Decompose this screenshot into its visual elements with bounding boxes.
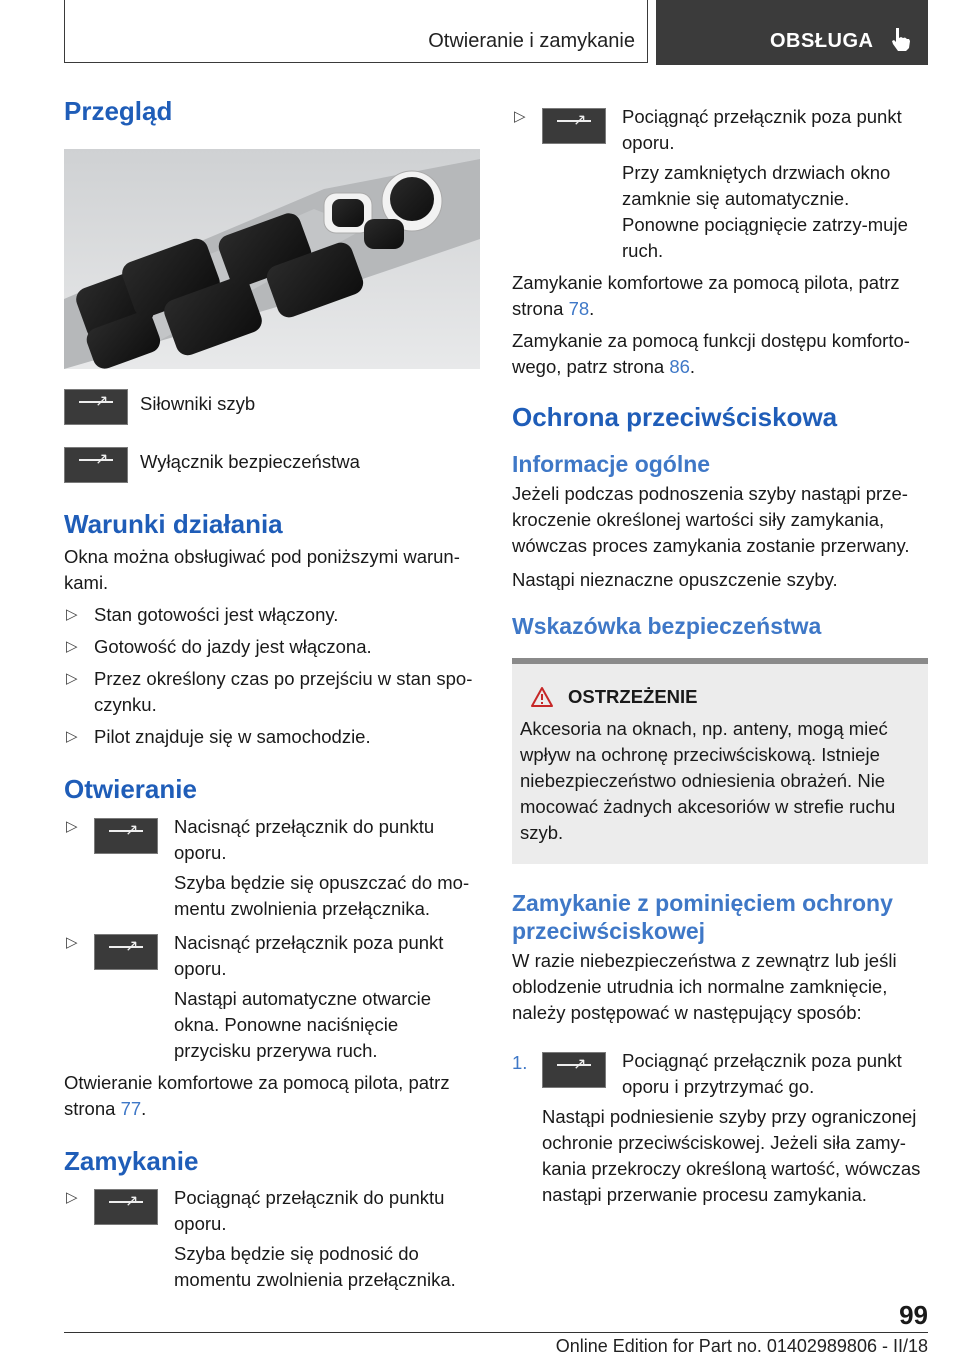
step-text: ▷ Pociągnąć przełącznik poza punkt oporu. bbox=[622, 106, 902, 153]
opening-heading: Otwieranie bbox=[64, 774, 197, 805]
override-heading: Zamykanie z pominięciem ochrony przeciwściskowej bbox=[512, 890, 893, 944]
opening-remote-note: Otwieranie komfortowe za pomocą pilota, patrz strona 77. bbox=[64, 1071, 450, 1119]
window-lifter-icon bbox=[64, 389, 128, 425]
closing-steps bbox=[64, 1185, 480, 1293]
warning-box bbox=[512, 658, 928, 864]
step-text: ▷ Nacisnąć przełącznik do punktu oporu. bbox=[174, 815, 435, 863]
list-item bbox=[64, 1185, 480, 1293]
list-item: ▷ Pilot znajduje się w samochodzie. bbox=[64, 724, 480, 750]
pinch-protection-heading: Ochrona przeciwściskowa bbox=[512, 402, 838, 432]
page-number: 99 bbox=[899, 1300, 928, 1330]
overview-heading: Przegląd bbox=[64, 96, 173, 126]
general-info-heading: Informacje ogólne bbox=[512, 451, 711, 478]
step-text: ▷ Pociągnąć przełącznik do punktu oporu. bbox=[174, 1186, 445, 1234]
override-intro: W razie niebezpieczeństwa z zewnątrz lub jeśli oblodzenie utrudnia ich normalne zamknięcie, należy postępować w następujący sposób: bbox=[512, 949, 897, 1023]
safety-heading: Wskazówka bezpieczeństwa bbox=[512, 612, 822, 639]
list-item: ▷ Przez określony czas po przejściu w stan spo-czynku. bbox=[64, 666, 480, 718]
window-lifter-icon bbox=[542, 108, 606, 144]
page-link[interactable]: 77 bbox=[120, 1097, 142, 1119]
warning-title: OSTRZEŻENIE bbox=[568, 686, 698, 708]
step-detail: Szyba będzie się podnosić do momentu zwolnienia przełącznika. bbox=[174, 1242, 456, 1290]
step-text: Pociągnąć przełącznik poza punkt oporu i przytrzymać go. bbox=[622, 1049, 902, 1097]
step-detail: Nastąpi automatyczne otwarcie okna. Ponowne naciśnięcie przycisku przerywa ruch. bbox=[174, 987, 432, 1061]
legend-safety-switch bbox=[64, 447, 480, 483]
window-lifter-icon bbox=[94, 1189, 158, 1225]
safety-switch-icon bbox=[64, 447, 128, 483]
footer-rule bbox=[64, 1332, 928, 1333]
closing-comfort-note: Zamykanie za pomocą funkcji dostępu komforto-wego, patrz strona 86. bbox=[512, 330, 910, 377]
legend-window-lifter bbox=[64, 389, 480, 425]
section-tab bbox=[64, 0, 648, 63]
conditions-list bbox=[64, 602, 480, 750]
closing-remote-note: Zamykanie komfortowe za pomocą pilota, patrz strona 78. bbox=[512, 272, 900, 319]
closing-heading: Zamykanie bbox=[64, 1145, 199, 1176]
list-item: ▷ Gotowość do jazdy jest włączona. bbox=[64, 634, 480, 660]
opening-steps bbox=[64, 814, 480, 1064]
general-info-text: Jeżeli podczas podnoszenia szyby nastąpi prze-kroczenie określonej wartości siły zamykania, wówczas proces zamykania zostanie przerwany. bbox=[512, 482, 910, 556]
list-item bbox=[64, 814, 480, 922]
override-steps bbox=[512, 1048, 928, 1208]
legend-label: Siłowniki szyb bbox=[140, 393, 256, 415]
conditions-intro: Okna można obsługiwać pod poniższymi warun-kami. bbox=[64, 546, 460, 594]
legend-label: Wyłącznik bezpieczeństwa bbox=[140, 451, 360, 473]
chapter-title: OBSŁUGA bbox=[770, 30, 874, 52]
chapter-tab bbox=[656, 0, 928, 65]
right-column bbox=[512, 104, 928, 1208]
step-detail: Przy zamkniętych drzwiach okno zamknie się automatycznie. Ponowne pociągnięcie zatrzy-muje ruch. bbox=[622, 162, 908, 261]
list-item bbox=[512, 1048, 928, 1208]
page-header bbox=[64, 0, 928, 65]
hand-pointer-icon bbox=[890, 26, 912, 52]
warning-triangle-icon bbox=[530, 686, 554, 708]
left-column bbox=[64, 96, 480, 1293]
list-item bbox=[64, 930, 480, 1064]
list-item bbox=[512, 104, 928, 264]
page-link[interactable]: 78 bbox=[568, 298, 590, 319]
closing-steps-continued bbox=[512, 104, 928, 264]
conditions-heading: Warunki działania bbox=[64, 509, 283, 540]
edition-text: Online Edition for Part no. 01402989806 - II/18 bbox=[555, 1336, 928, 1356]
section-title: Otwieranie i zamykanie bbox=[428, 30, 635, 52]
window-lifter-icon bbox=[542, 1052, 606, 1088]
step-number: 1. bbox=[512, 1051, 528, 1073]
warning-text: Akcesoria na oknach, np. anteny, mogą mieć wpływ na ochronę przeciwściskową. Istnieje niebezpieczeństwo odniesienia obrażeń. Nie mocować żadnych akcesoriów w strefie ruchu szyb. bbox=[520, 718, 896, 844]
window-lifter-icon bbox=[94, 818, 158, 854]
list-item: ▷ Stan gotowości jest włączony. bbox=[64, 602, 480, 628]
step-detail: Nastąpi podniesienie szyby przy ograniczonej ochronie przeciwściskowej. Jeżeli siła zamy-kania przekroczy określoną wartość, wówczas nastąpi przerwanie procesu zamykania. bbox=[542, 1105, 921, 1205]
general-info-text-2: Nastąpi nieznaczne opuszczenie szyby. bbox=[512, 568, 838, 590]
step-text: ▷ Nacisnąć przełącznik poza punkt oporu. bbox=[174, 931, 444, 979]
window-switch-panel-photo bbox=[64, 149, 480, 369]
window-lifter-icon bbox=[94, 934, 158, 970]
page-link[interactable]: 86 bbox=[669, 356, 690, 377]
step-detail: Szyba będzie się opuszczać do mo-mentu zwolnienia przełącznika. bbox=[174, 871, 470, 919]
